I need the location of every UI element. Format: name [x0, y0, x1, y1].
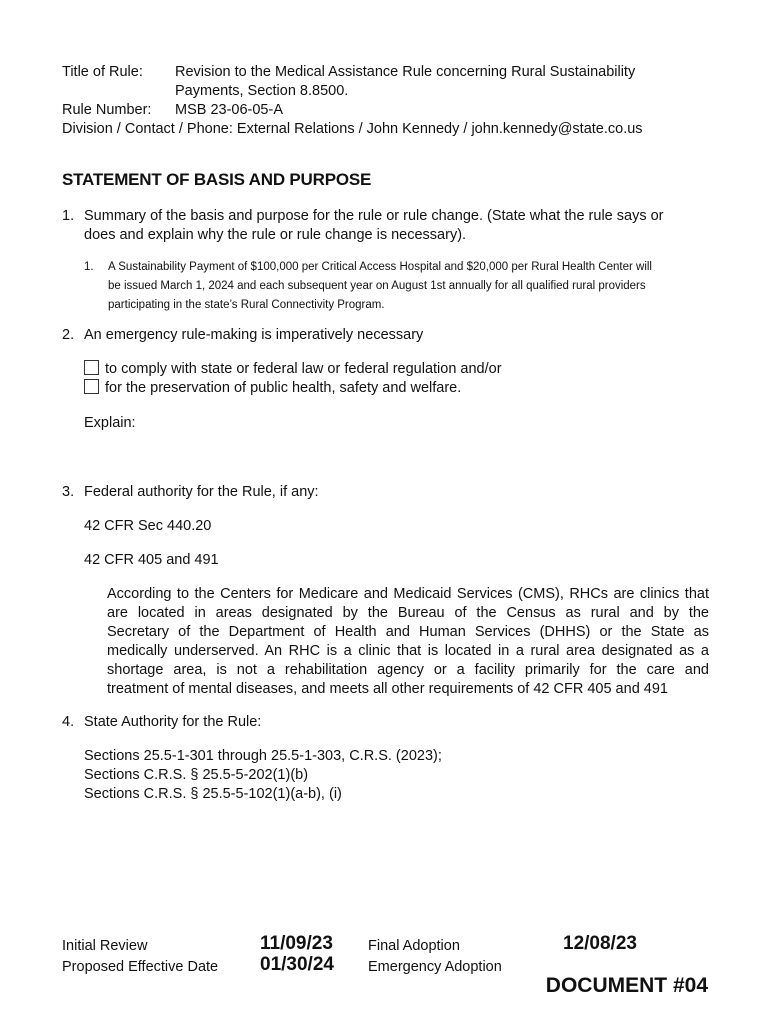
cms-para-line4: medically underserved. An RHC is a clinic that is located in a rural area designated as a [107, 643, 709, 659]
rule-number-label: Rule Number: [62, 102, 152, 118]
title-of-rule-line2: Payments, Section 8.8500. [175, 83, 349, 99]
state-authority-line1: Sections 25.5-1-301 through 25.5-1-303, C.R.S. (2023); [84, 748, 442, 764]
section4-text: State Authority for the Rule: [84, 714, 262, 730]
health-option-label: for the preservation of public health, safety and welfare. [105, 380, 462, 396]
title-of-rule-line1: Revision to the Medical Assistance Rule concerning Rural Sustainability [175, 64, 636, 80]
cms-paragraph [107, 585, 709, 699]
law-option-label: to comply with state or federal law or federal regulation and/or [105, 361, 502, 377]
cms-para-line6: treatment of mental diseases, and meets all other requirements of 42 CFR 405 and 491 [107, 681, 668, 697]
cms-para-line3: Secretary of the Department of Health and Human Services (DHHS) or the State as [107, 624, 709, 640]
section3-number: 3. [62, 484, 75, 500]
cms-para-line5: shortage area, is not a rehabilitation agency or a facility primarily for the care and [107, 662, 709, 678]
law-checkbox[interactable] [84, 360, 99, 375]
initial-review-label: Initial Review [62, 938, 148, 954]
section1-line2: does and explain why the rule or rule change is necessary). [84, 227, 467, 243]
section1-number: 1. [62, 208, 75, 224]
final-adoption-label: Final Adoption [368, 938, 460, 954]
statement-heading: STATEMENT OF BASIS AND PURPOSE [62, 170, 372, 189]
proposed-effective-label: Proposed Effective Date [62, 959, 219, 975]
final-adoption-date: 12/08/23 [563, 933, 637, 954]
proposed-effective-date: 01/30/24 [260, 954, 334, 975]
section1-sub-line2: be issued March 1, 2024 and each subsequent year on August 1st annually for all qualified rural providers [108, 280, 646, 292]
section1-line1: Summary of the basis and purpose for the rule or rule change. (State what the rule says or [84, 208, 664, 224]
cms-para-line1: According to the Centers for Medicare and Medicaid Services (CMS), RHCs are clinics that [107, 586, 709, 602]
state-authority-line2: Sections C.R.S. § 25.5-5-202(1)(b) [84, 767, 309, 783]
section1-sub-line1: A Sustainability Payment of $100,000 per Critical Access Hospital and $20,000 per Rural Health Center will [108, 261, 652, 273]
state-authority-line3: Sections C.R.S. § 25.5-5-102(1)(a-b), (i) [84, 786, 342, 802]
section3-text: Federal authority for the Rule, if any: [84, 484, 319, 500]
health-checkbox[interactable] [84, 379, 99, 394]
federal-cite-2: 42 CFR 405 and 491 [84, 552, 219, 568]
section1-sub-line3: participating in the state’s Rural Connectivity Program. [108, 299, 385, 311]
section4-number: 4. [62, 714, 75, 730]
emergency-adoption-label: Emergency Adoption [368, 959, 502, 975]
section1-sub-number: 1. [84, 261, 94, 273]
document-number: DOCUMENT #04 [545, 974, 708, 997]
federal-cite-1: 42 CFR Sec 440.20 [84, 518, 212, 534]
explain-label: Explain: [84, 415, 136, 431]
cms-para-line2: are located in areas designated by the Bureau of the Census as rural and by the [107, 605, 709, 621]
emergency-option-law [84, 360, 502, 379]
section2-text: An emergency rule-making is imperatively necessary [84, 327, 424, 343]
title-of-rule-label: Title of Rule: [62, 64, 143, 80]
emergency-option-health [84, 379, 461, 398]
initial-review-date: 11/09/23 [260, 933, 333, 954]
division-contact-line: Division / Contact / Phone: External Relations / John Kennedy / john.kennedy@state.co.us [62, 121, 643, 137]
rule-number-value: MSB 23-06-05-A [175, 102, 283, 118]
section2-number: 2. [62, 327, 75, 343]
